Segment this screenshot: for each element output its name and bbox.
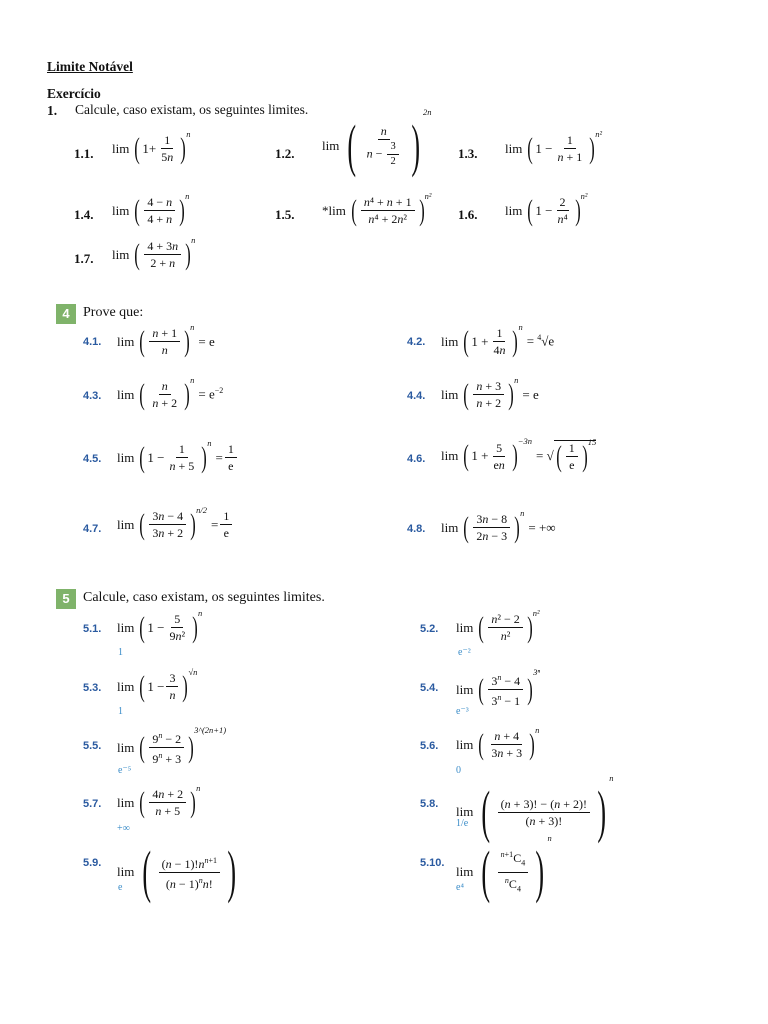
problem-formula: lim ( $\frac{n}{n + 2}$ ) n = $e^{-2}$ bbox=[117, 375, 224, 411]
problem-label: 4.1. bbox=[83, 336, 102, 348]
section-badge: 4 bbox=[56, 304, 76, 324]
problem-label: 4.6. bbox=[407, 453, 426, 465]
answer-text: e⁻² bbox=[458, 647, 471, 658]
problem-formula: lim ( 1 − $\frac{3}{n}$ ) √n bbox=[117, 667, 198, 703]
problem-formula: lim ( $\frac{4 + 3n}{2 + n}$ ) n bbox=[112, 235, 196, 271]
answer-text: 1 bbox=[118, 706, 123, 717]
problem-label: 5.10. bbox=[420, 857, 445, 869]
problem-formula: lim ( n n − $\frac{3}{2}$ ) 2n bbox=[322, 107, 432, 178]
problem-label: 1.4. bbox=[74, 207, 94, 222]
exercise-number: 1. bbox=[47, 103, 58, 118]
answer-text: e bbox=[118, 882, 123, 893]
problem-label: 5.8. bbox=[420, 798, 439, 810]
section-badge: 5 bbox=[56, 589, 76, 609]
problem-label: 4.7. bbox=[83, 523, 102, 535]
problem-formula: lim ( $\frac{(n + 3)! - (n + 2)!}{(n + 3)!}$ ) n bbox=[456, 773, 614, 844]
problem-formula: lim ( $\frac{3n - 4}{3n + 2}$ ) n/2 = $\frac{1}{e}$ bbox=[117, 509, 234, 540]
problem-label: 5.1. bbox=[83, 623, 102, 635]
answer-text: e⁻³ bbox=[456, 706, 469, 717]
problem-label: 5.9. bbox=[83, 857, 102, 869]
problem-formula: lim ( $\frac{\text{n² − 2}}{\text{n²}}$ ) n² bbox=[456, 608, 540, 644]
problem-formula: lim ( 1 − $\frac{5}{\text{9n²}}$ ) n bbox=[117, 608, 203, 644]
answer-text: e⁻⁵ bbox=[118, 765, 132, 776]
problem-formula: lim ( 1 + $\frac{1}{4n}$ ) n = $^4$√e bbox=[441, 322, 555, 358]
problem-formula: lim ( $\frac{3n - 8}{2n - 3}$ ) n = +∞ bbox=[441, 508, 556, 544]
problem-formula: *lim ( $\frac{\text{n⁴ + n + 1}}{\text{n⁴ + 2n²}}$ ) n² bbox=[322, 191, 432, 227]
problem-formula: lim ( $\frac{4 - n}{4 + n}$ ) n bbox=[112, 191, 190, 227]
exercise-instructions: Calcule, caso existam, os seguintes limites. bbox=[75, 102, 309, 117]
problem-label: 5.4. bbox=[420, 682, 439, 694]
problem-label: 4.4. bbox=[407, 390, 426, 402]
problem-label: 1.6. bbox=[458, 207, 478, 222]
problem-formula: lim ( $\frac{n + 4}{3n + 3}$ ) n bbox=[456, 725, 540, 761]
problem-label: 5.3. bbox=[83, 682, 102, 694]
problem-formula: lim ( $\frac{3^n - 4}{3^n - 1}$ ) 3ⁿ bbox=[456, 667, 541, 708]
problem-formula: lim ( $\frac{^{n+1}C_4}{^nC_4}$ ) n bbox=[456, 833, 552, 904]
answer-text: +∞ bbox=[117, 823, 130, 834]
problem-label: 4.5. bbox=[83, 453, 102, 465]
problem-formula: lim ( $\frac{4n + 2}{n + 5}$ ) n bbox=[117, 783, 201, 819]
page-title: Limite Notável bbox=[47, 59, 133, 74]
problem-formula: lim ( 1 − $\frac{2}{\text{n⁴}}$ ) n² bbox=[505, 191, 588, 227]
problem-formula: lim ( 1+ $\frac{1}{5n}$ ) n bbox=[112, 129, 191, 165]
answer-text: e⁴ bbox=[456, 882, 464, 893]
exercise-heading: Exercício bbox=[47, 86, 101, 101]
problem-label: 4.8. bbox=[407, 523, 426, 535]
problem-label: 5.2. bbox=[420, 623, 439, 635]
problem-label: 1.5. bbox=[275, 207, 295, 222]
answer-text: 1/e bbox=[456, 818, 469, 829]
problem-formula: lim ( 1 − $\frac{1}{n + 1}$ ) n² bbox=[505, 129, 603, 165]
answer-text: 1 bbox=[118, 647, 123, 658]
problem-label: 5.7. bbox=[83, 798, 102, 810]
problem-formula: lim ( 1 + $\frac{5}{en}$ ) −3n = √ ( $\frac{1}{e}$ ) 15 bbox=[441, 436, 597, 473]
section-instructions: Calcule, caso existam, os seguintes limites. bbox=[83, 590, 325, 605]
section-instructions: Prove que: bbox=[83, 305, 144, 320]
problem-label: 1.3. bbox=[458, 146, 478, 161]
problem-label: 1.7. bbox=[74, 251, 94, 266]
problem-label: 4.3. bbox=[83, 390, 102, 402]
problem-label: 5.6. bbox=[420, 740, 439, 752]
problem-formula: lim ( $\frac{(n - 1)!n^{n+1}}{(n - 1)^nn!}$ ) bbox=[117, 839, 236, 904]
problem-formula: lim ( $\frac{n + 1}{n}$ ) n = e bbox=[117, 322, 215, 358]
problem-formula: lim ( 1 − $\frac{1}{n + 5}$ ) n = $\frac{1}{e}$ bbox=[117, 442, 239, 473]
answer-text: 0 bbox=[456, 765, 461, 776]
problem-formula: lim ( $\frac{n + 3}{n + 2}$ ) n = e bbox=[441, 375, 539, 411]
problem-label: 1.2. bbox=[275, 146, 295, 161]
problem-label: 4.2. bbox=[407, 336, 426, 348]
problem-label: 5.5. bbox=[83, 740, 102, 752]
problem-label: 1.1. bbox=[74, 146, 94, 161]
problem-formula: lim ( $\frac{9^n - 2}{9^n + 3}$ ) 3^(2n+1) bbox=[117, 725, 227, 766]
